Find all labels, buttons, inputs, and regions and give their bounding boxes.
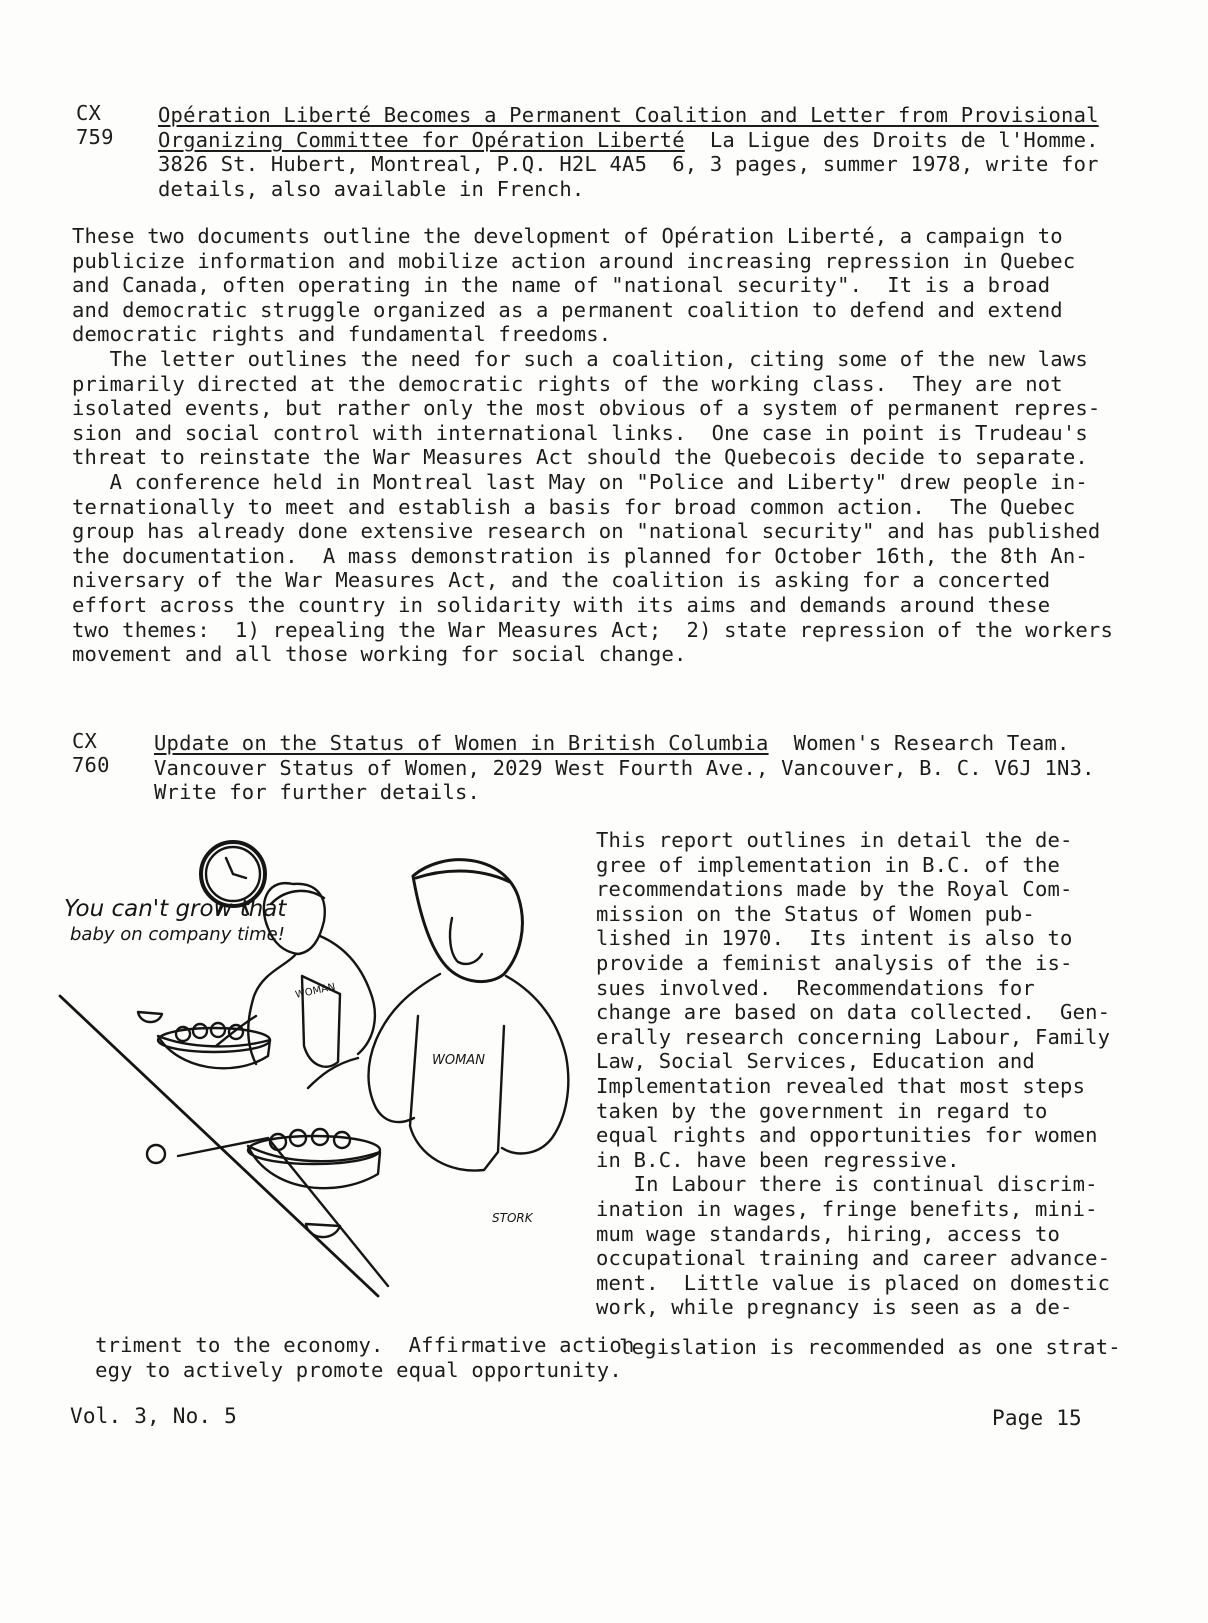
- entry-760-last-line: [70, 1333, 622, 1382]
- entry-759-paragraph-3: [72, 469, 1113, 667]
- entry-760-details: Write for further details.: [154, 780, 481, 805]
- entry-number: 759: [76, 125, 114, 149]
- text-line: movement and all those working for social change.: [72, 642, 687, 667]
- text-line: These two documents outline the development of Opération Liberté, a campaign to: [72, 224, 1063, 248]
- entry-759-paragraph-2: [72, 346, 1101, 470]
- text-line: lished in 1970. Its intent is also to: [596, 926, 1073, 951]
- entry-760-paragraph-1: [596, 828, 1111, 1172]
- text-line: ment. Little value is placed on domestic: [596, 1270, 1111, 1295]
- text-line: erally research concerning Labour, Family: [596, 1024, 1111, 1049]
- text-line: in B.C. have been regressive.: [596, 1147, 960, 1172]
- text-line: The letter outlines the need for such a coalition, citing some of the new laws: [72, 346, 1088, 371]
- entry-760-code: [72, 729, 110, 777]
- text-line: ination in wages, fringe benefits, mini-: [596, 1196, 1098, 1221]
- woman-figure-front: [308, 860, 568, 1171]
- text-line: and Canada, often operating in the name of "national security". It is a broad: [72, 273, 1051, 298]
- text-line: effort across the country in solidarity with its aims and demands around these: [72, 592, 1051, 617]
- entry-759-citation: [158, 103, 1099, 201]
- entry-760-address: Vancouver Status of Women, 2029 West Fourth Ave., Vancouver, B. C. V6J 1N3.: [154, 755, 1095, 780]
- text-line: the documentation. A mass demonstration is planned for October 16th, the 8th An-: [72, 543, 1088, 568]
- mixing-bowl-icon: [158, 1023, 270, 1068]
- text-line: sion and social control with international links. One case in point is Trudeau's: [72, 420, 1088, 445]
- text-line: two themes: 1) repealing the War Measures Act; 2) state repression of the workers: [72, 617, 1113, 642]
- text-line: provide a feminist analysis of the is-: [596, 950, 1073, 975]
- text-line: change are based on data collected. Gen-: [596, 1000, 1111, 1025]
- text-line: sues involved. Recommendations for: [596, 975, 1035, 1000]
- text-line: This report outlines in detail the de-: [596, 828, 1073, 852]
- artist-signature: STORK: [492, 1211, 533, 1225]
- pot-icon: [147, 1145, 165, 1163]
- entry-code-label: CX: [72, 729, 98, 753]
- entry-759-paragraph-1: [72, 224, 1076, 347]
- text-line: work, while pregnancy is seen as a de-: [596, 1295, 1073, 1320]
- entry-759-title-line1: Opération Liberté Becomes a Permanent Coalition and Letter from Provisional: [158, 103, 1099, 127]
- text-line: threat to reinstate the War Measures Act should the Quebecois decide to separate.: [72, 445, 1088, 470]
- entry-760-column-text: [596, 828, 1111, 1320]
- text-line: occupational training and career advance-: [596, 1246, 1111, 1271]
- text-line: niversary of the War Measures Act, and the coalition is asking for a concerted: [72, 568, 1051, 593]
- entry-759-code: [76, 101, 114, 149]
- entry-759-publisher: La Ligue des Droits de l'Homme.: [709, 127, 1099, 152]
- cartoon-caption-line2: baby on company time!: [70, 924, 285, 945]
- entry-759-title-line2: Organizing Committee for Opération Liberté: [158, 127, 685, 152]
- entry-code-label: CX: [76, 101, 102, 125]
- entry-760-wrap-right: [594, 1310, 1121, 1359]
- entry-759-address: 3826 St. Hubert, Montreal, P.Q. H2L 4A5 6, 3 pages, summer 1978, write for: [158, 152, 1099, 177]
- text-line: In Labour there is continual discrim-: [596, 1172, 1098, 1197]
- entry-759-body: [72, 224, 1113, 667]
- entry-760-publisher: Women's Research Team.: [793, 731, 1070, 755]
- text-line: mission on the Status of Women pub-: [596, 901, 1035, 926]
- text-line: primarily directed at the democratic rights of the working class. They are not: [72, 371, 1063, 396]
- entry-760-title: Update on the Status of Women in British Columbia: [154, 731, 769, 755]
- cartoon-caption-line1: You can't grow that: [64, 896, 287, 922]
- entry-number: 760: [72, 753, 110, 777]
- text-line: egy to actively promote equal opportunity.: [95, 1357, 622, 1382]
- text-line: Implementation revealed that most steps: [596, 1073, 1086, 1098]
- text-line: Law, Social Services, Education and: [596, 1049, 1035, 1074]
- entry-759-details: details, also available in French.: [158, 176, 585, 201]
- apron-label: WOMAN: [432, 1053, 485, 1068]
- text-line: isolated events, but rather only the most obvious of a system of permanent repres-: [72, 396, 1101, 421]
- text-line: mum wage standards, hiring, access to: [596, 1221, 1061, 1246]
- footer-page-number: Page 15: [992, 1406, 1082, 1430]
- apron-label: WOMAN: [294, 981, 337, 1001]
- text-line: group has already done extensive research on "national security" and has published: [72, 519, 1101, 544]
- text-line: recommendations made by the Royal Com-: [596, 877, 1073, 902]
- text-line: publicize information and mobilize action around increasing repression in Quebec: [72, 248, 1076, 273]
- entry-760-citation: [154, 731, 1095, 805]
- text-line: ternationally to meet and establish a basis for broad common action. The Quebec: [72, 494, 1076, 519]
- text-line: A conference held in Montreal last May on "Police and Liberty" drew people in-: [72, 469, 1088, 494]
- pot-icon: [306, 1224, 340, 1237]
- entry-760-paragraph-2: [596, 1172, 1111, 1320]
- text-line: and democratic struggle organized as a permanent coalition to defend and extend: [72, 297, 1063, 322]
- text-line: gree of implementation in B.C. of the: [596, 852, 1061, 877]
- footer-volume: Vol. 3, No. 5: [70, 1404, 237, 1428]
- text-line: equal rights and opportunities for women: [596, 1123, 1098, 1148]
- text-line: taken by the government in regard to: [596, 1098, 1048, 1123]
- text-line: democratic rights and fundamental freedoms.: [72, 322, 612, 347]
- text-line: legislation is recommended as one strat-: [619, 1334, 1121, 1359]
- pot-icon: [138, 1012, 162, 1022]
- text-line: triment to the economy. Affirmative action: [95, 1332, 635, 1357]
- cartoon-illustration: [58, 826, 598, 1306]
